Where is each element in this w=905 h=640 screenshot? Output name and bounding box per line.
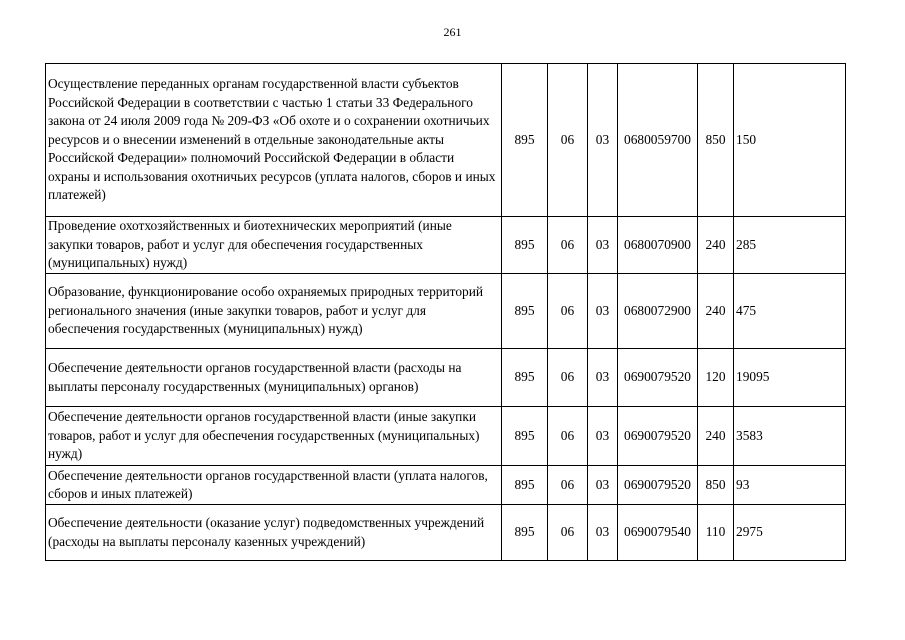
row-expense-type-code: 240 [698, 217, 734, 274]
row-target-article-code: 0690079540 [618, 505, 698, 561]
row-section-code: 06 [548, 349, 588, 407]
row-section-code: 06 [548, 217, 588, 274]
row-description: Обеспечение деятельности органов государственной власти (расходы на выплаты персоналу государственных (муниципальных) органов) [46, 349, 502, 407]
row-amount: 93 [734, 466, 846, 505]
table-row [46, 64, 846, 217]
row-amount: 285 [734, 217, 846, 274]
row-ved-code: 895 [502, 64, 548, 217]
row-subsection-code: 03 [588, 505, 618, 561]
row-amount: 2975 [734, 505, 846, 561]
row-target-article-code: 0680070900 [618, 217, 698, 274]
row-subsection-code: 03 [588, 466, 618, 505]
table-row [46, 407, 846, 466]
row-target-article-code: 0680072900 [618, 274, 698, 349]
row-ved-code: 895 [502, 407, 548, 466]
row-ved-code: 895 [502, 217, 548, 274]
row-description: Осуществление переданных органам государственной власти субъектов Российской Федерации в соответствии с частью 1 статьи 33 Федерального закона от 24 июля 2009 года № 209-ФЗ «Об охоте и о сохранении охотничьих ресурсов и о внесении изменений в отдельные законодательные акты Российской Федерации» полномочий Российской Федерации в области охраны и использования охотничьих ресурсов (уплата налогов, сборов и иных платежей) [46, 64, 502, 217]
table-row [46, 505, 846, 561]
table-row [46, 217, 846, 274]
row-expense-type-code: 850 [698, 64, 734, 217]
row-expense-type-code: 110 [698, 505, 734, 561]
row-description: Обеспечение деятельности (оказание услуг) подведомственных учреждений (расходы на выплаты персоналу казенных учреждений) [46, 505, 502, 561]
row-description: Проведение охотхозяйственных и биотехнических мероприятий (иные закупки товаров, работ и услуг для обеспечения государственных (муниципальных) нужд) [46, 217, 502, 274]
row-amount: 475 [734, 274, 846, 349]
row-ved-code: 895 [502, 349, 548, 407]
row-subsection-code: 03 [588, 407, 618, 466]
row-expense-type-code: 240 [698, 274, 734, 349]
row-ved-code: 895 [502, 274, 548, 349]
row-amount: 150 [734, 64, 846, 217]
row-section-code: 06 [548, 274, 588, 349]
row-subsection-code: 03 [588, 349, 618, 407]
row-section-code: 06 [548, 466, 588, 505]
row-section-code: 06 [548, 407, 588, 466]
row-amount: 3583 [734, 407, 846, 466]
row-target-article-code: 0690079520 [618, 466, 698, 505]
row-section-code: 06 [548, 505, 588, 561]
row-expense-type-code: 850 [698, 466, 734, 505]
row-subsection-code: 03 [588, 64, 618, 217]
page-number: 261 [443, 25, 462, 39]
table-row [46, 349, 846, 407]
row-expense-type-code: 240 [698, 407, 734, 466]
table-row [46, 274, 846, 349]
row-target-article-code: 0680059700 [618, 64, 698, 217]
row-subsection-code: 03 [588, 217, 618, 274]
row-subsection-code: 03 [588, 274, 618, 349]
budget-table [45, 63, 846, 561]
row-description: Обеспечение деятельности органов государственной власти (иные закупки товаров, работ и услуг для обеспечения государственных (муниципальных) нужд) [46, 407, 502, 466]
row-target-article-code: 0690079520 [618, 407, 698, 466]
row-ved-code: 895 [502, 466, 548, 505]
row-description: Образование, функционирование особо охраняемых природных территорий регионального значения (иные закупки товаров, работ и услуг для обеспечения государственных (муниципальных) нужд) [46, 274, 502, 349]
row-section-code: 06 [548, 64, 588, 217]
row-description: Обеспечение деятельности органов государственной власти (уплата налогов, сборов и иных платежей) [46, 466, 502, 505]
row-ved-code: 895 [502, 505, 548, 561]
row-target-article-code: 0690079520 [618, 349, 698, 407]
row-amount: 19095 [734, 349, 846, 407]
row-expense-type-code: 120 [698, 349, 734, 407]
table-row [46, 466, 846, 505]
